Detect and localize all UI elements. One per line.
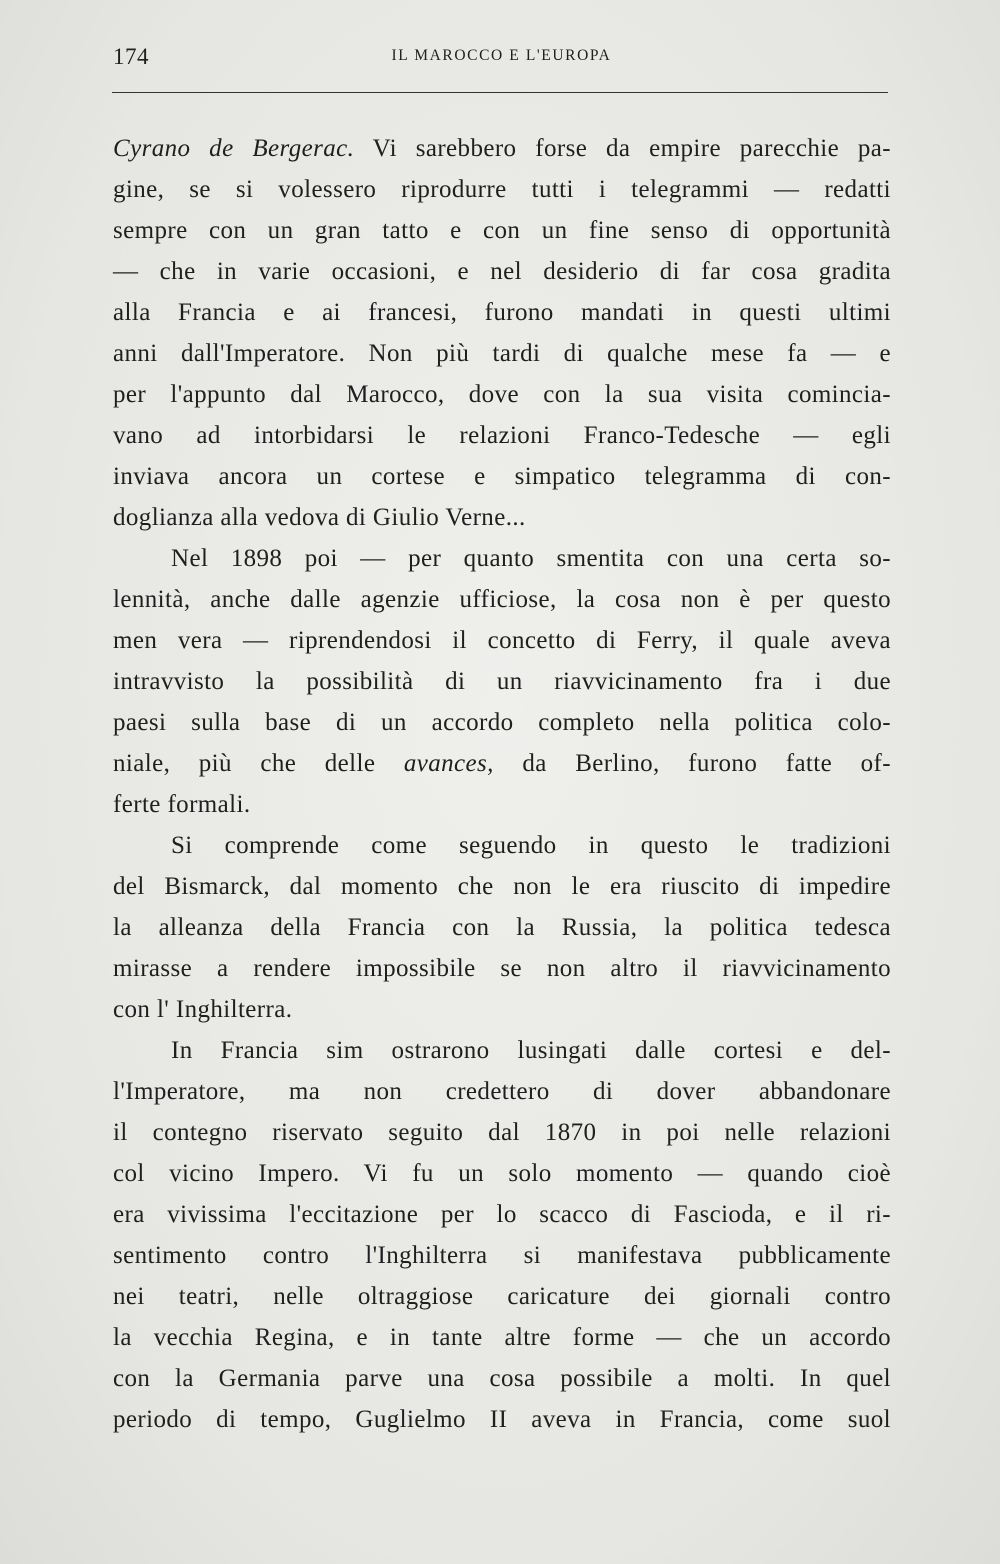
text-line: era vivissima l'eccitazione per lo scacco di Fascioda, e il ri- [113,1201,891,1228]
text-line: alla Francia e ai francesi, furono mandati in questi ultimi [113,299,891,326]
text-line: gine, se si volessero riprodurre tutti i telegrammi — redatti [113,176,891,203]
text-line: lennità, anche dalle agenzie ufficiose, la cosa non è per questo [113,586,891,613]
italic-title: Cyrano de Bergerac. [113,135,355,162]
text-line: Cyrano de Bergerac. Vi sarebbero forse da empire parecchie pa- [113,135,891,162]
italic-word: avances, [403,750,494,777]
text-line: inviava ancora un cortese e simpatico telegramma di con- [113,463,891,490]
text-line: vano ad intorbidarsi le relazioni Franco-Tedesche — egli [113,422,891,449]
text-line: per l'appunto dal Marocco, dove con la sua visita comincia- [113,381,891,408]
text-line: paesi sulla base di un accordo completo nella politica colo- [113,709,891,736]
text-line: anni dall'Imperatore. Non più tardi di qualche mese fa — e [113,340,891,367]
text-line: con la Germania parve una cosa possibile a molti. In quel [113,1365,891,1392]
text-line: Nel 1898 poi — per quanto smentita con una certa so- [171,545,891,572]
text-line: periodo di tempo, Guglielmo II aveva in Francia, come suol [113,1406,891,1433]
text-line: con l' Inghilterra. [113,996,293,1023]
text-line: mirasse a rendere impossibile se non altro il riavvicinamento [113,955,891,982]
text-line: la alleanza della Francia con la Russia, la politica tedesca [113,914,891,941]
text-line: men vera — riprendendosi il concetto di Ferry, il quale aveva [113,627,891,654]
text-line: — che in varie occasioni, e nel desiderio di far cosa gradita [113,258,891,285]
page-header [113,44,890,74]
text-line: l'Imperatore, ma non credettero di dover abbandonare [113,1078,891,1105]
running-title: IL MAROCCO E L'EUROPA [391,47,612,64]
text-line: niale, più che delle avances, da Berlino, furono fatte of- [113,750,891,777]
page-number: 174 [113,44,149,69]
header-rule [112,92,888,93]
text-line: ferte formali. [113,791,251,818]
text-line: col vicino Impero. Vi fu un solo momento — quando cioè [113,1160,891,1187]
body-text [113,128,891,1440]
text-line: intravvisto la possibilità di un riavvicinamento fra i due [113,668,891,695]
text-line: Si comprende come seguendo in questo le tradizioni [171,832,891,859]
text-line: sempre con un gran tatto e con un fine senso di opportunità [113,217,891,244]
text-line: In Francia sim ostrarono lusingati dalle cortesi e del- [171,1037,891,1064]
text-line: la vecchia Regina, e in tante altre forme — che un accordo [113,1324,891,1351]
text-line: nei teatri, nelle oltraggiose caricature dei giornali contro [113,1283,891,1310]
text-line: sentimento contro l'Inghilterra si manifestava pubblicamente [113,1242,891,1269]
text-line: il contegno riservato seguito dal 1870 in poi nelle relazioni [113,1119,891,1146]
text-line: doglianza alla vedova di Giulio Verne... [113,504,526,531]
text-line: del Bismarck, dal momento che non le era riuscito di impedire [113,873,891,900]
